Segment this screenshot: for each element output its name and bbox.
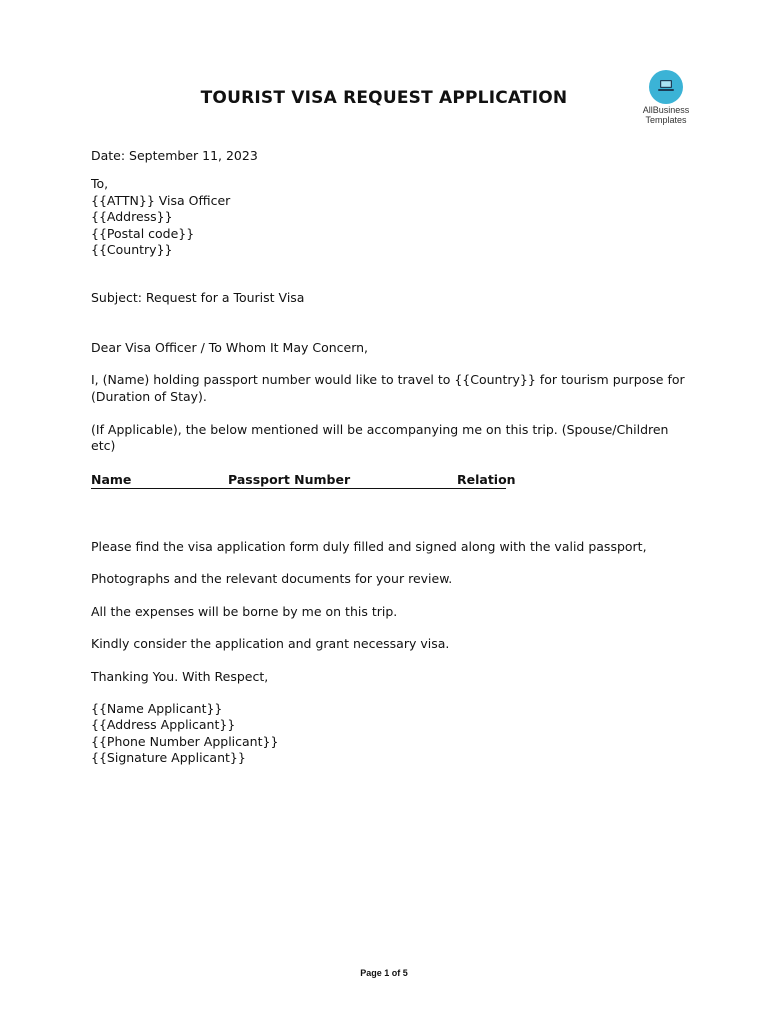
- date-line: Date: September 11, 2023: [91, 148, 258, 163]
- address-attn: {{ATTN}} Visa Officer: [91, 192, 231, 208]
- applicant-phone: {{Phone Number Applicant}}: [91, 733, 279, 749]
- closing-line-expenses: All the expenses will be borne by me on this trip.: [91, 603, 398, 619]
- logo-text-line1: AllBusiness: [642, 105, 690, 115]
- applicant-name: {{Name Applicant}}: [91, 700, 223, 716]
- page-number: Page 1 of 5: [360, 968, 408, 978]
- column-header-name: Name: [91, 471, 132, 487]
- address-postal: {{Postal code}}: [91, 225, 195, 241]
- applicant-signature: {{Signature Applicant}}: [91, 750, 246, 766]
- logo-text-line2: Templates: [645, 115, 687, 125]
- letter-body: [91, 148, 685, 767]
- logo-text: [634, 105, 698, 125]
- recipient-address: [91, 176, 651, 258]
- closing-line-thanks: Thanking You. With Respect,: [91, 668, 269, 684]
- column-header-relation: Relation: [457, 471, 516, 487]
- paragraph-travel: [91, 372, 685, 405]
- applicant-address: {{Address Applicant}}: [91, 717, 236, 733]
- salutation: Dear Visa Officer / To Whom It May Concern,: [91, 339, 369, 355]
- address-to: To,: [91, 176, 109, 192]
- paragraph-companions-line1: (If Applicable), the below mentioned will be accompanying me on this trip. (Spouse/Children: [91, 422, 669, 438]
- paragraph-travel-line2: (Duration of Stay).: [91, 388, 207, 404]
- paragraph-travel-line1: I, (Name) holding passport number would like to travel to {{Country}} for tourism purpose for: [91, 372, 685, 388]
- document-title: TOURIST VISA REQUEST APPLICATION: [200, 88, 568, 108]
- paragraph-companions-line2: etc): [91, 438, 116, 454]
- closing-line-request: Kindly consider the application and grant necessary visa.: [91, 636, 450, 652]
- companions-table-header: [91, 471, 516, 489]
- closing-line-photographs: Photographs and the relevant documents for your review.: [91, 571, 453, 587]
- address-street: {{Address}}: [91, 209, 173, 225]
- address-country: {{Country}}: [91, 242, 173, 258]
- applicant-signature-block: [91, 701, 651, 767]
- subject-line: Subject: Request for a Tourist Visa: [91, 290, 305, 306]
- closing-line-documents: Please find the visa application form duly filled and signed along with the valid passport,: [91, 538, 647, 554]
- column-header-passport-number: Passport Number: [228, 471, 351, 487]
- paragraph-companions: [91, 422, 669, 455]
